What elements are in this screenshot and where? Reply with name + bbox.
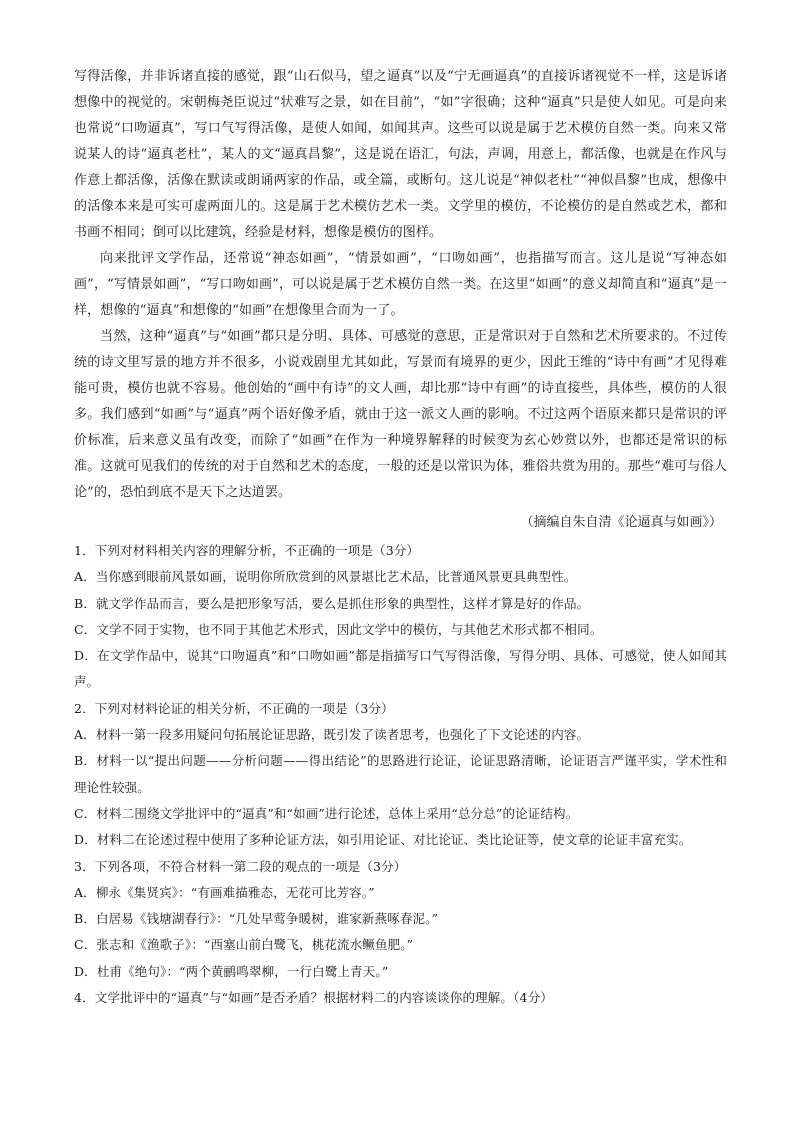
option-b: B．白居易《钱塘湖春行》：“几处早莺争暖树，谁家新燕啄春泥。” xyxy=(74,911,439,927)
essay-paragraph-3: 当然，这种“逼真”与“如画”都只是分明、具体、可感觉的意思，正是常识对于自然和艺术所要求的。不过传统的诗文里写景的地方并不很多，小说戏剧里尤其如此，写景而有境界的更少，因此王维的“诗中有画”才见得难能可贵，模仿也就不容易。他创始的“画中有诗”的文人画，却比那“诗中有画”的诗直接些，具体些，模仿的人很多。我们感到“如画”与“逼真”两个语好像矛盾，就由于这一派文人画的影响。不过这两个语原来都只是常识的评价标准，后来意义虽有改变，而除了“如画”在作为一种境界解释的时候变为玄心妙赏以外，也都还是常识的标准。这就可见我们的传统的对于自然和艺术的态度，一般的还是以常识为体，雅俗共赏为用的。那些“难可与俗人论”的，恐怕到底不是天下之达道罢。 xyxy=(74,329,727,500)
option-b: B．就文学作品而言，要么是把形象写活，要么是抓住形象的典型性，这样才算是好的作品。 xyxy=(74,595,590,611)
question-stem: 1．下列对材料相关内容的理解分析，不正确的一项是（3分） xyxy=(74,543,420,558)
option-d: D．杜甫《绝句》：“两个黄鹂鸣翠柳，一行白鹭上青天。” xyxy=(74,963,389,979)
question-4 xyxy=(74,985,727,1011)
question-list xyxy=(74,538,727,1011)
essay-paragraph-2: 向来批评文学作品，还常说“神态如画”，“情景如画”，“口吻如画”，也指描写而言。这儿是说“写神态如画”，“写情景如画”，“写口吻如画”，可以说是属于艺术模仿自然一类。在这里“如画”的意义却简直和“逼真”是一样，想像的“逼真”和想像的“如画”在想像里合而为一了。 xyxy=(74,251,727,318)
essay-source: （摘编自朱自清《论逼真与如画》） xyxy=(520,515,722,530)
option-a: A．当你感到眼前风景如画，说明你所欣赏到的风景堪比艺术品，比普通风景更具典型性。 xyxy=(74,569,577,585)
option-b: B．材料一以“提出问题——分析问题——得出结论”的思路进行论证，论证思路清晰，论证语言严谨平实，学术性和理论性较强。 xyxy=(74,753,727,795)
question-3 xyxy=(74,854,727,985)
essay-body xyxy=(74,64,727,506)
option-a: A．柳永《集贤宾》：“有画难描雅态，无花可比芳容。” xyxy=(74,884,375,900)
question-2 xyxy=(74,696,727,854)
question-stem: 2．下列对材料论证的相关分析，不正确的一项是（3分） xyxy=(74,700,394,716)
essay-paragraph-1: 写得活像，并非诉诸直接的感觉，跟“山石似马，望之逼真”以及“宁无画逼真”的直接诉诸视觉不一样，这是诉诸想像中的视觉的。宋朝梅尧臣说过“状难写之景，如在目前”，“如”字很确；这种“逼真”只是使人如见。可是向来也常说“口吻逼真”，写口气写得活像，是使人如闻，如闻其声。这些可以说是属于艺术模仿自然一类。向来又常说某人的诗“逼真老杜”，某人的文“逼真昌黎”，这是说在语汇，句法，声调，用意上，都活像，也就是在作风与作意上都活像，活像在默读或朗诵两家的作品，或全篇，或断句。这儿说是“神似老杜”“神似昌黎”也成，想像中的活像本来是可实可虚两面儿的。这是属于艺术模仿艺术一类。文学里的模仿，不论模仿的是自然或艺术，都和书画不相同；倒可以比建筑，经验是材料，想像是模仿的图样。 xyxy=(74,69,728,240)
question-1 xyxy=(74,538,727,696)
option-c: C．张志和《渔歌子》：“西塞山前白鹭飞，桃花流水鳜鱼肥。” xyxy=(74,937,414,953)
option-d: D．材料二在论述过程中使用了多种论证方法，如引用论证、对比论证、类比论证等，使文章的论证丰富充实。 xyxy=(74,832,692,848)
question-stem: 4．文学批评中的“逼真”与“如画”是否矛盾？根据材料二的内容谈谈你的理解。（4分） xyxy=(74,990,553,1006)
option-a: A．材料一第一段多用疑问句拓展论证思路，既引发了读者思考，也强化了下文论述的内容。 xyxy=(74,727,590,743)
option-c: C．材料二围绕文学批评中的“逼真”和“如画”进行论述，总体上采用“总分总”的论证结构。 xyxy=(74,805,579,821)
question-stem: 3．下列各项，不符合材料一第二段的观点的一项是（3分） xyxy=(74,858,407,874)
option-d: D．在文学作品中，说其“口吻逼真”和“口吻如画”都是指描写口气写得活像，写得分明、具体、可感觉，使人如闻其声。 xyxy=(74,648,727,690)
option-c: C．文学不同于实物，也不同于其他艺术形式，因此文学中的模仿，与其他艺术形式都不相同。 xyxy=(74,621,603,637)
